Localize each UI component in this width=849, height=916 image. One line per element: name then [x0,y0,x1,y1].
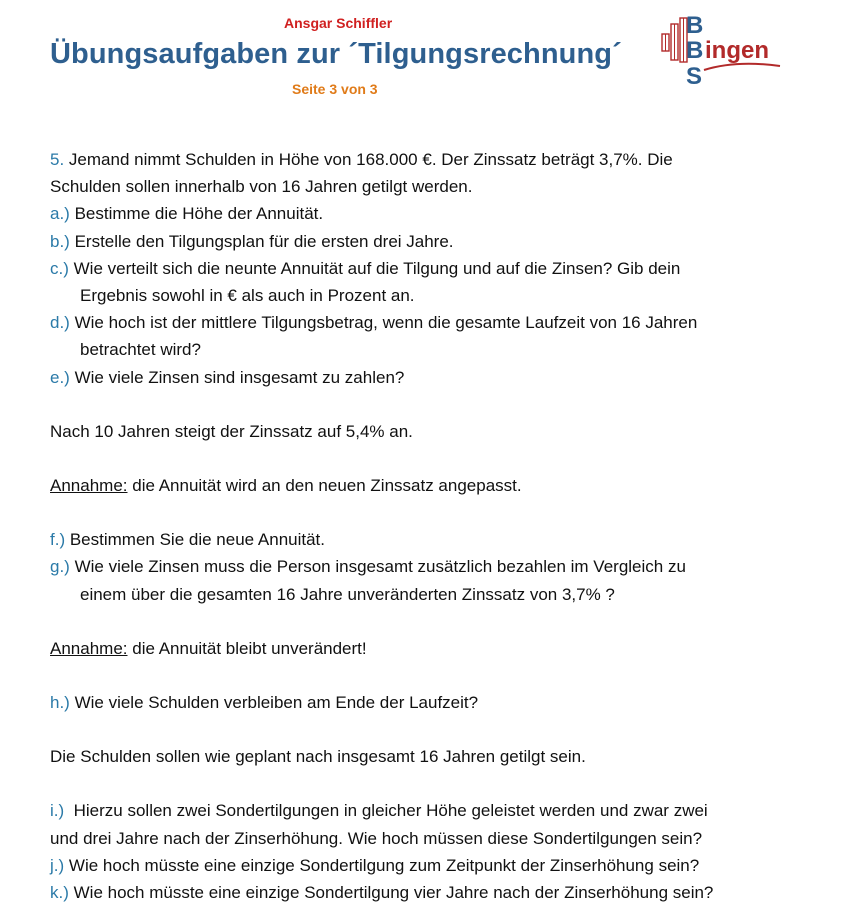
exercise-content [50,146,840,906]
question-k: k.) Wie hoch müsste eine einzige Sondertilgung vier Jahre nach der Zinserhöhung sein? [50,883,714,903]
page-number: Seite 3 von 3 [292,81,378,97]
svg-text:B: B [686,37,704,64]
question-d-cont: betrachtet wird? [80,340,201,360]
question-f: f.) Bestimmen Sie die neue Annuität. [50,530,326,550]
task-intro-cont: Schulden sollen innerhalb von 16 Jahren getilgt werden. [50,177,473,197]
question-g: g.) Wie viele Zinsen muss die Person insgesamt zusätzlich bezahlen im Vergleich zu [50,557,686,577]
question-g-cont: einem über die gesamten 16 Jahre unveränderten Zinssatz von 3,7% ? [80,584,615,604]
question-a: a.) Bestimme die Höhe der Annuität. [50,204,324,224]
plan-statement: Die Schulden sollen wie geplant nach insgesamt 16 Jahren getilgt sein. [50,747,586,767]
assumption-2: Annahme: die Annuität bleibt unverändert! [50,638,367,658]
question-h: h.) Wie viele Schulden verbleiben am Ende der Laufzeit? [50,693,479,713]
author-name: Ansgar Schiffler [284,15,393,31]
rate-change-statement: Nach 10 Jahren steigt der Zinssatz auf 5,4% an. [50,421,413,441]
question-b: b.) Erstelle den Tilgungsplan für die ersten drei Jahre. [50,231,454,251]
question-d: d.) Wie hoch ist der mittlere Tilgungsbetrag, wenn die gesamte Laufzeit von 16 Jahren [50,313,698,333]
page-title: Übungsaufgaben zur ´Tilgungsrechnung´ [50,38,622,70]
question-c-cont: Ergebnis sowohl in € als auch in Prozent an. [80,286,415,306]
question-i: i.) Hierzu sollen zwei Sondertilgungen in gleicher Höhe geleistet werden und zwar zwei [50,801,708,821]
bbs-bingen-logo [656,12,788,90]
page-header [0,0,849,110]
svg-text:S: S [686,63,703,90]
svg-text:ingen: ingen [705,37,769,64]
question-e: e.) Wie viele Zinsen sind insgesamt zu zahlen? [50,367,405,387]
svg-text:B: B [686,12,704,39]
assumption-1: Annahme: die Annuität wird an den neuen Zinssatz angepasst. [50,476,522,496]
question-i-cont: und drei Jahre nach der Zinserhöhung. Wie hoch müssen diese Sondertilgungen sein? [50,828,703,848]
task-intro: 5. Jemand nimmt Schulden in Höhe von 168.000 €. Der Zinssatz beträgt 3,7%. Die [50,150,673,169]
question-c: c.) Wie verteilt sich die neunte Annuität auf die Tilgung und auf die Zinsen? Gib dein [50,258,681,278]
question-j: j.) Wie hoch müsste eine einzige Sondertilgung zum Zeitpunkt der Zinserhöhung sein? [50,855,700,875]
task-number: 5. [50,150,65,169]
